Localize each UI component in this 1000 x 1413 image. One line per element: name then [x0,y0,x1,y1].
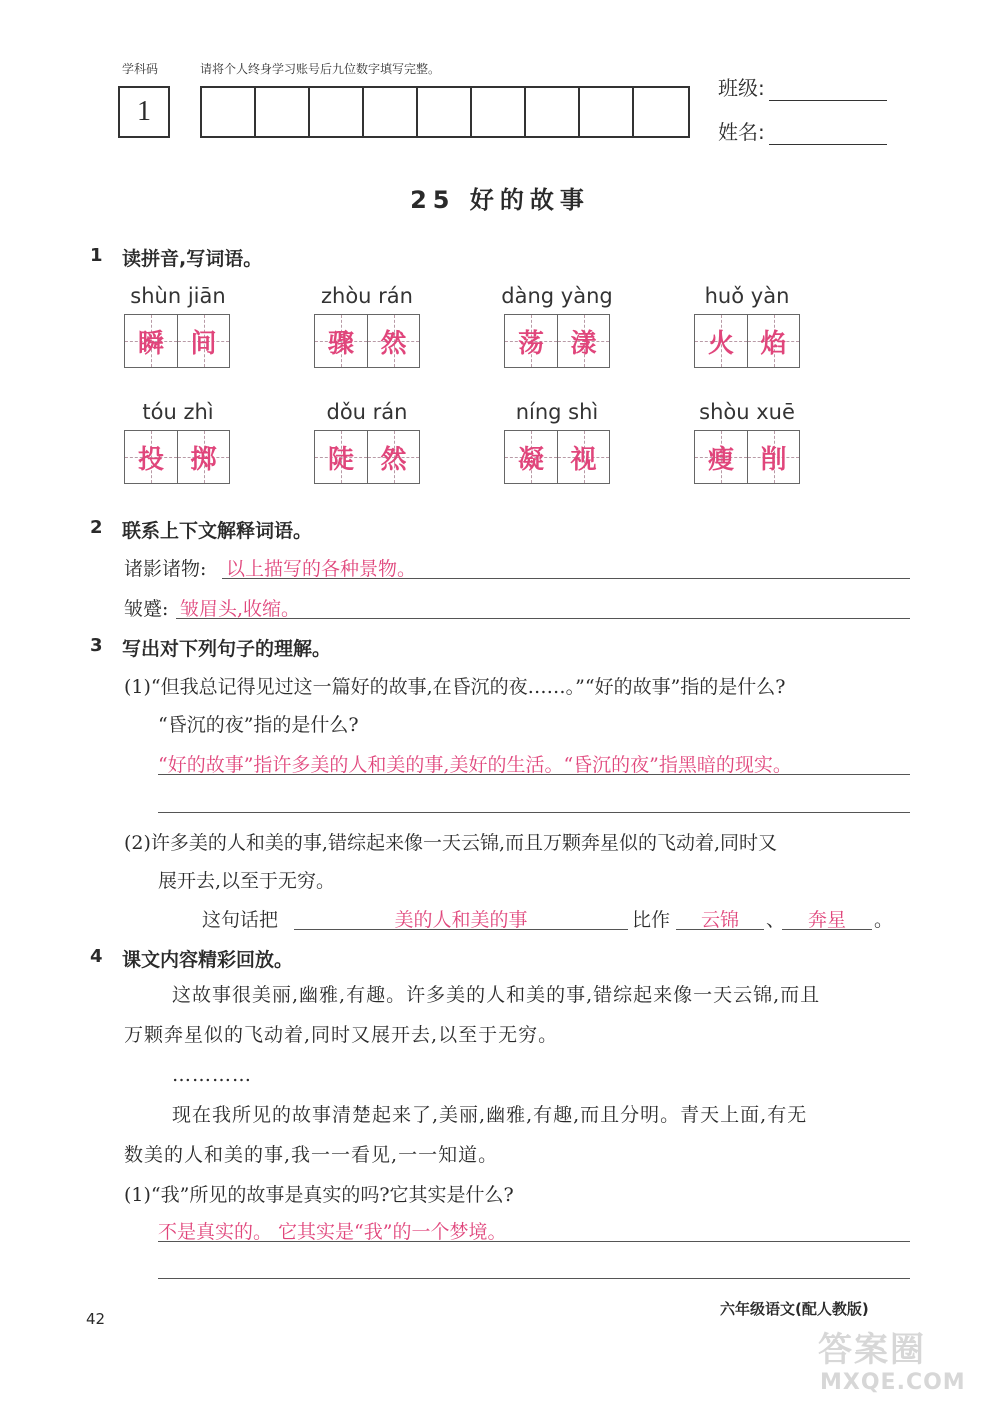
digit-box[interactable] [580,88,634,136]
page-number: 42 [86,1310,106,1328]
question-2-prompt: 联系上下文解释词语。 [122,520,313,542]
question-1-prompt: 读拼音,写词语。 [122,248,263,270]
answer-line[interactable] [158,812,910,813]
name-label: 姓名: [718,120,765,144]
tian-cell [367,315,419,367]
answer-char: 漾 [570,328,597,359]
q4-sub1-question: (1)“我”所见的故事是真实的吗?它其实是什么? [124,1184,514,1206]
book-label: 六年级语文(配人教版) [720,1300,869,1318]
digit-box[interactable] [256,88,310,136]
tian-cell [315,315,367,367]
tian-grid [504,430,610,484]
answer-line[interactable] [222,578,910,579]
tian-grid [314,314,420,368]
tian-cell [177,431,229,483]
fill-answer-1: 美的人和美的事 [394,909,528,931]
passage-ellipsis: ………… [172,1064,252,1086]
fill-prefix: 这句话把 [202,909,279,931]
q3-sub2-line2: 展开去,以至于无穷。 [158,870,336,892]
question-4-number: 4 [90,946,103,967]
answer-char: 凝 [517,444,544,475]
term-answer: 以上描写的各种景物。 [226,558,417,580]
answer-char: 间 [190,328,217,359]
pinyin-label: tóu zhì [142,400,214,424]
fill-answer-2: 云锦 [700,909,739,931]
name-blank[interactable] [769,124,887,145]
term-label: 诸影诸物: [124,558,207,580]
q3-sub1-answer: “好的故事”指许多美的人和美的事,美好的生活。“昏沉的夜”指黑暗的现实。 [158,754,792,776]
lesson-title: 25 好的故事 [410,186,590,214]
answer-line[interactable] [176,618,910,619]
account-instruction: 请将个人终身学习账号后九位数字填写完整。 [200,62,441,76]
fill-separator: 、 [766,909,786,931]
digit-box[interactable] [310,88,364,136]
pinyin-label: dǒu rán [326,400,408,424]
tian-cell [367,431,419,483]
question-3-number: 3 [90,635,103,656]
digit-box[interactable] [202,88,256,136]
tian-cell [315,431,367,483]
fill-mid: 比作 [632,909,671,931]
digit-box[interactable] [526,88,580,136]
subject-code-label: 学科码 [122,62,159,76]
answer-char: 然 [380,444,407,475]
tian-grid [124,430,230,484]
term-answer: 皱眉头,收缩。 [180,598,301,620]
class-blank[interactable] [769,80,887,101]
pinyin-label: shùn jiān [130,284,226,308]
tian-cell [695,315,747,367]
tian-grid [504,314,610,368]
watermark-url: MXQE.COM [820,1370,966,1395]
answer-char: 陡 [327,444,354,475]
answer-char: 视 [570,444,597,475]
fill-answer-3: 奔星 [807,909,846,931]
digit-box[interactable] [634,88,688,136]
question-4-prompt: 课文内容精彩回放。 [122,949,294,971]
tian-cell [557,315,609,367]
question-2-number: 2 [90,517,103,538]
pinyin-label: dàng yàng [501,284,613,308]
answer-char: 掷 [190,444,217,475]
watermark-logo: 答案圈 [818,1330,926,1370]
digit-box[interactable] [472,88,526,136]
answer-char: 投 [137,444,164,475]
class-label: 班级: [718,76,765,100]
passage-2-line2: 数美的人和美的事,我一一看见,一一知道。 [124,1144,499,1166]
pinyin-label: huǒ yàn [704,284,790,308]
answer-char: 骤 [327,328,354,359]
tian-cell [125,431,177,483]
tian-cell [695,431,747,483]
question-3-prompt: 写出对下列句子的理解。 [122,638,332,660]
account-digit-boxes[interactable] [200,86,690,138]
tian-grid [694,314,800,368]
answer-char: 瘦 [707,444,734,475]
digit-box[interactable] [364,88,418,136]
pinyin-label: zhòu rán [321,284,413,308]
subject-code-value: 1 [137,96,151,127]
q3-sub1-line2: “昏沉的夜”指的是什么? [158,714,359,736]
passage-1-line2: 万颗奔星似的飞动着,同时又展开去,以至于无穷。 [124,1024,559,1046]
tian-cell [125,315,177,367]
answer-line[interactable] [158,774,910,775]
pinyin-label: shòu xuē [699,400,795,424]
tian-grid [314,430,420,484]
class-field[interactable] [718,72,887,101]
subject-code-box [118,86,170,138]
question-1-number: 1 [90,245,103,266]
answer-char: 瞬 [137,328,164,359]
tian-cell [557,431,609,483]
fill-end: 。 [874,909,894,931]
answer-line[interactable] [158,1241,910,1242]
answer-char: 火 [707,328,734,359]
passage-1-line1: 这故事很美丽,幽雅,有趣。许多美的人和美的事,错综起来像一天云锦,而且 [172,984,821,1006]
tian-cell [177,315,229,367]
tian-cell [505,315,557,367]
answer-char: 然 [380,328,407,359]
tian-cell [747,315,799,367]
q3-sub1-line1: (1)“但我总记得见过这一篇好的故事,在昏沉的夜……。”“好的故事”指的是什么? [124,676,786,698]
name-field[interactable] [718,116,887,145]
answer-line[interactable] [158,1278,910,1279]
tian-grid [124,314,230,368]
answer-char: 削 [760,444,787,475]
tian-cell [747,431,799,483]
answer-char: 荡 [517,328,544,359]
q4-sub1-answer: 不是真实的。 它其实是“我”的一个梦境。 [158,1221,507,1243]
pinyin-label: níng shì [515,400,599,424]
q3-sub2-line1: (2)许多美的人和美的事,错综起来像一天云锦,而且万颗奔星似的飞动着,同时又 [124,832,778,854]
tian-grid [694,430,800,484]
passage-2-line1: 现在我所见的故事清楚起来了,美丽,幽雅,有趣,而且分明。青天上面,有无 [172,1104,808,1126]
tian-cell [505,431,557,483]
digit-box[interactable] [418,88,472,136]
answer-char: 焰 [760,328,787,359]
term-label: 皱蹙: [124,598,169,620]
